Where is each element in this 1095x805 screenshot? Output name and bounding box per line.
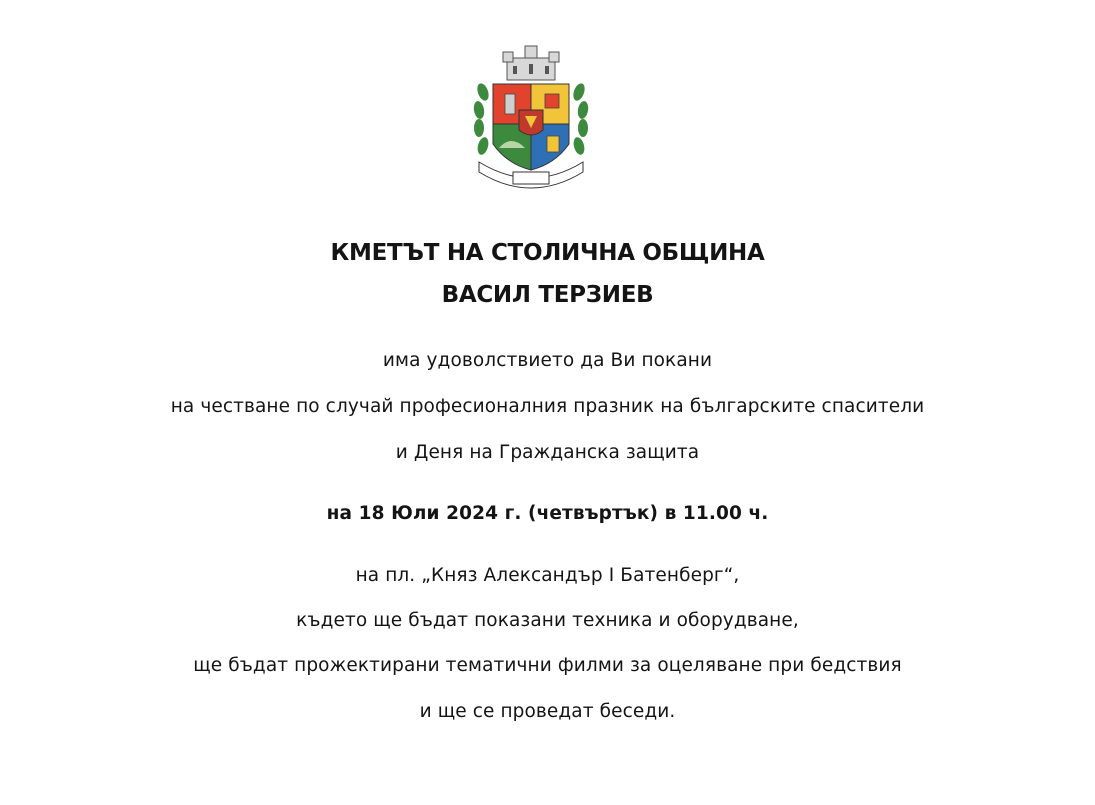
invitation-line-1: има удоволствието да Ви покани [382, 350, 713, 371]
event-datetime: на 18 Юли 2024 г. (четвъртък) в 11.00 ч. [326, 503, 769, 524]
invitation-line-2: на честване по случай професионалния празник на българските спасители [170, 396, 925, 417]
venue-line-3: ще бъдат прожектирани тематични филми за оцеляване при бедствия [193, 655, 902, 676]
mayor-title: КМЕТЪТ НА СТОЛИЧНА ОБЩИНА [330, 240, 765, 266]
venue-line-2: където ще бъдат показани техника и оборудване, [296, 610, 799, 631]
venue-line-4: и ще се проведат беседи. [419, 701, 676, 722]
venue-line-1: на пл. „Княз Александър I Батенберг“, [355, 565, 740, 586]
invitation-line-3: и Деня на Гражданска защита [395, 442, 700, 463]
coat-of-arms-logo [469, 44, 593, 190]
mayor-name: ВАСИЛ ТЕРЗИЕВ [441, 282, 654, 308]
